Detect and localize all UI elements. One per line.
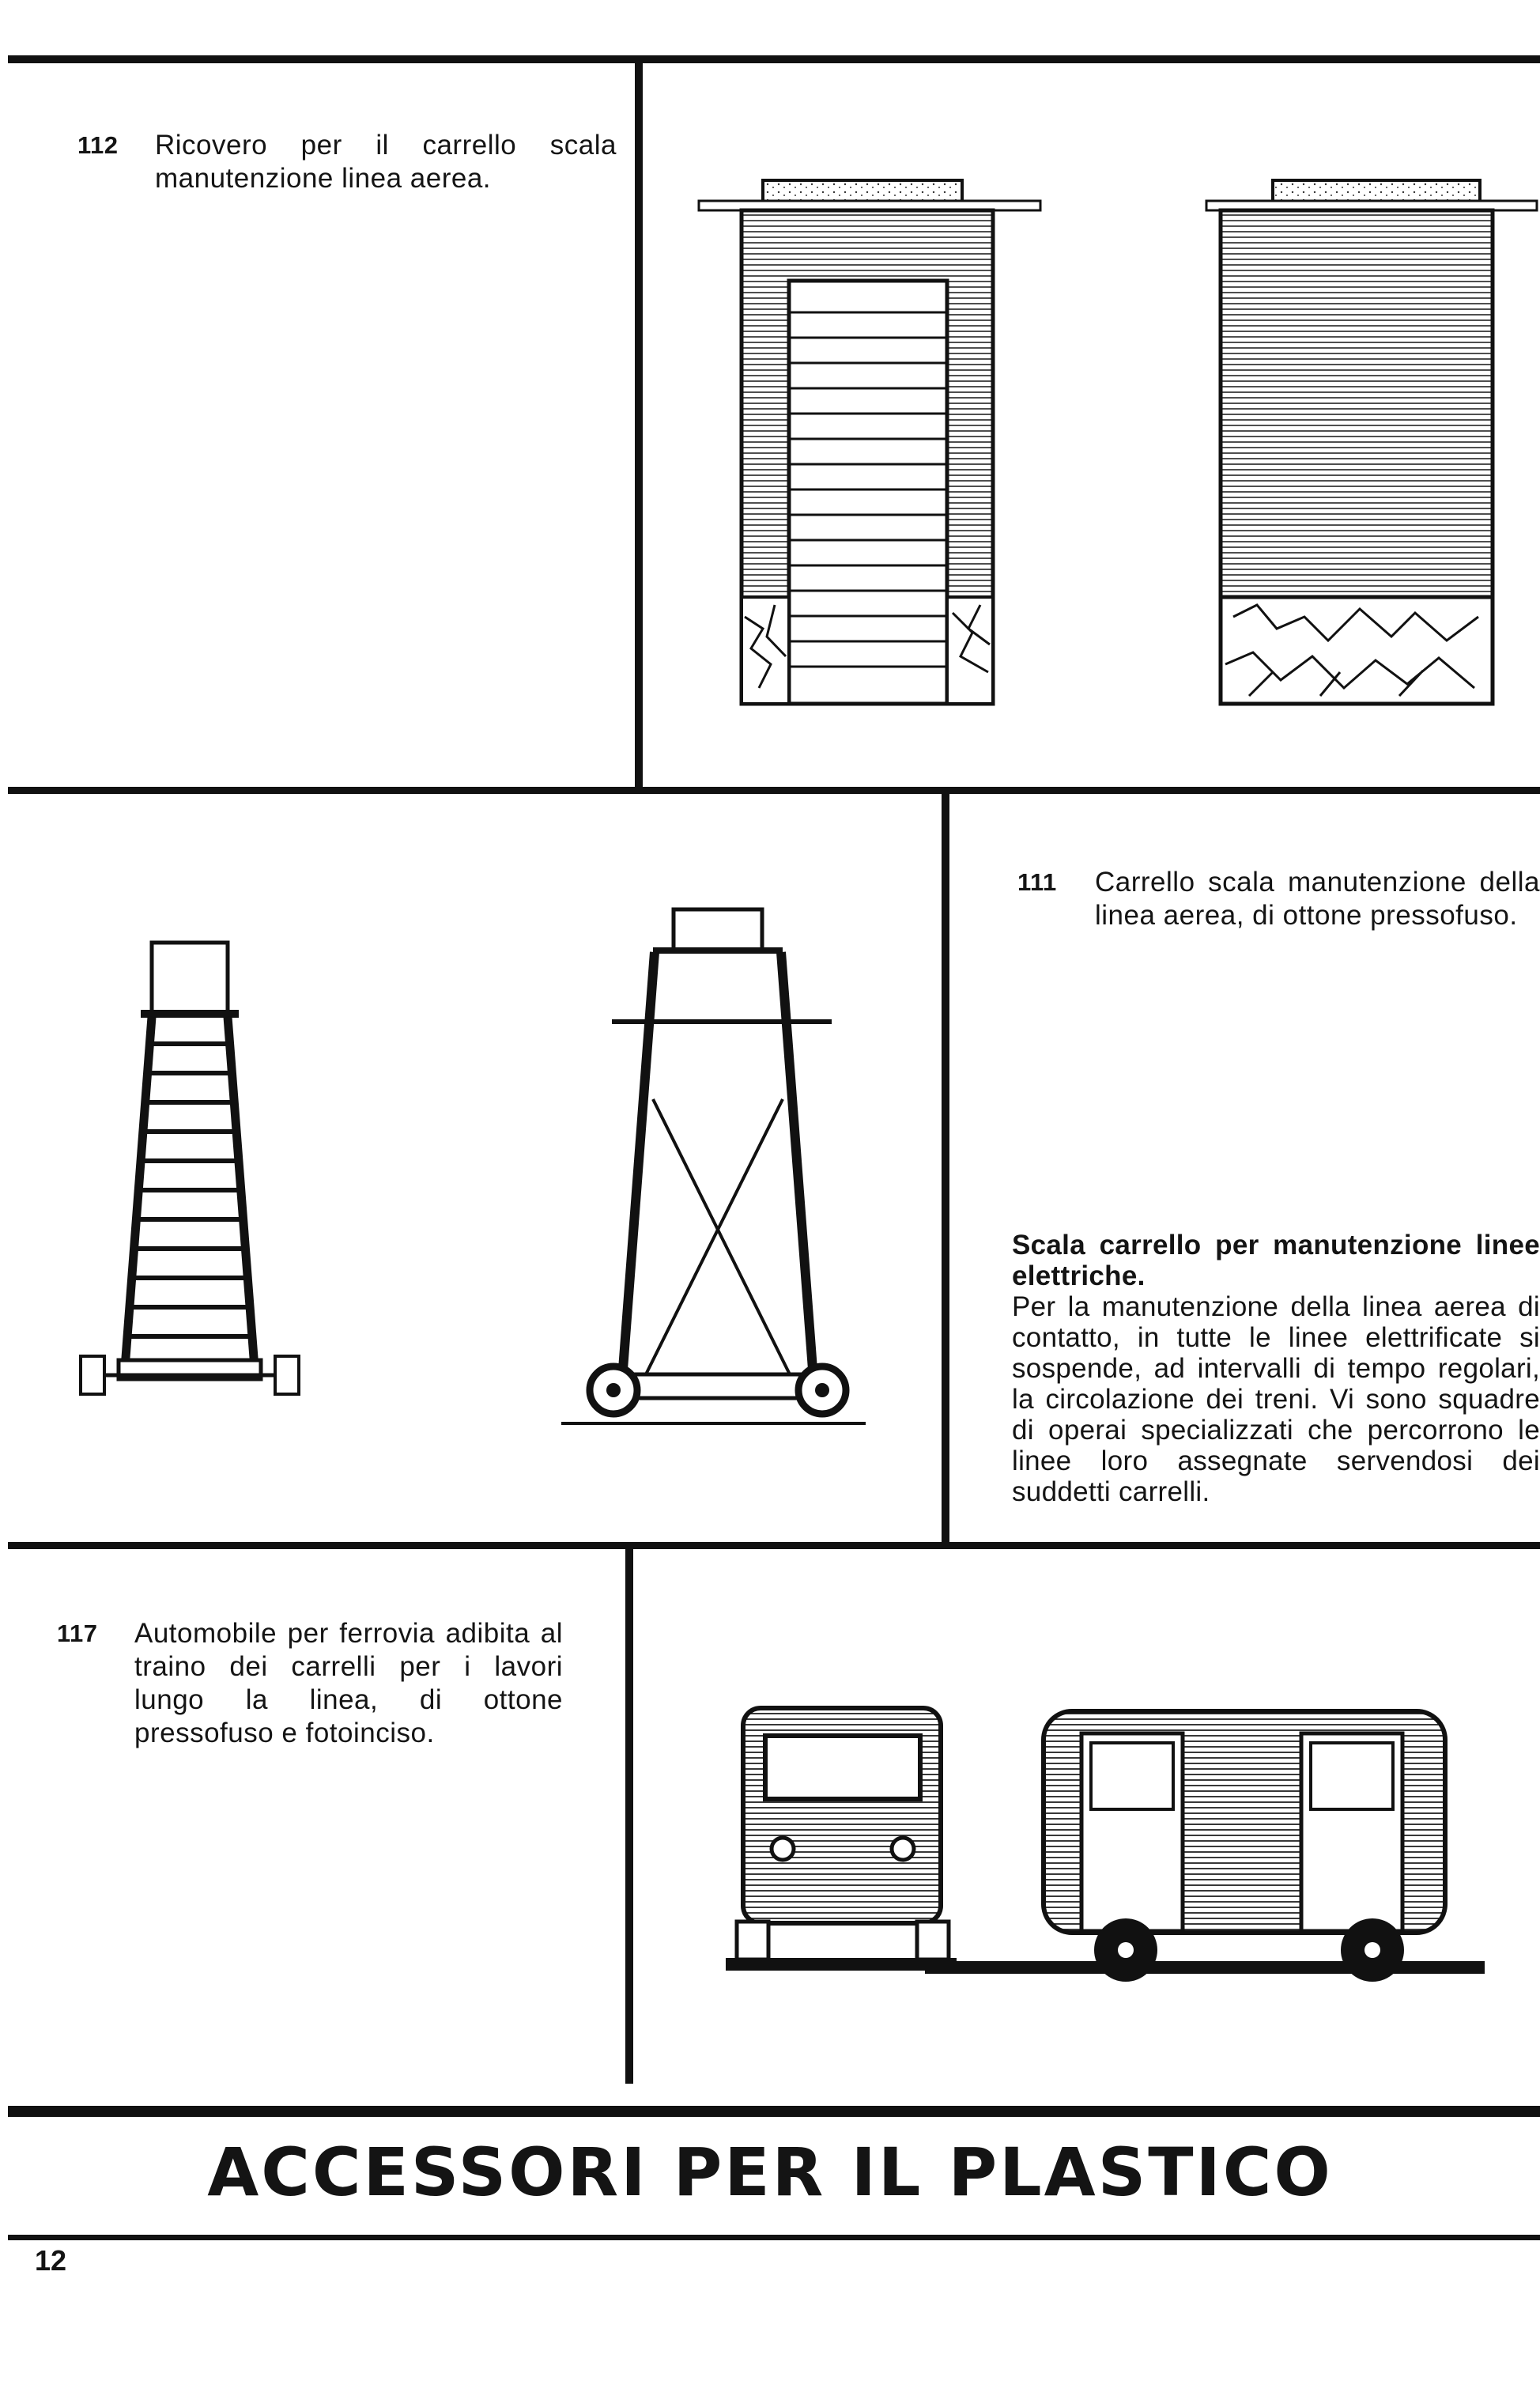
item-description: Carrello scala manutenzione della linea aerea, di ottone pressofuso. xyxy=(1095,867,1540,931)
ladder-front-illustration xyxy=(553,901,870,1455)
caption-111 xyxy=(1017,866,1540,969)
caption-112 xyxy=(77,129,617,200)
sidebar-body: Per la manutenzione della linea aerea di contatto, in tutte le linee elettrificate si sospende, ad intervalli di tempo regolari, la circolazione dei treni. Vi sono squadre di operai specializzati che percorrono le linee loro assegnate servendosi dei suddetti carrelli. xyxy=(1012,1291,1540,1507)
item-number: 111 xyxy=(1017,868,1057,896)
item-number: 112 xyxy=(77,131,119,159)
item-number: 117 xyxy=(57,1620,98,1647)
railcar-front-illustration xyxy=(719,1700,957,1977)
railcar-side-illustration xyxy=(925,1700,1494,1977)
caption-117 xyxy=(57,1617,563,1752)
row1-divider xyxy=(8,787,1540,794)
page-number: 12 xyxy=(35,2244,67,2277)
shed-front-illustration xyxy=(688,174,1051,712)
row1-vertical-divider xyxy=(635,60,643,791)
top-rule xyxy=(8,55,1540,63)
item-description: Ricovero per il carrello scala manutenzione linea aerea. xyxy=(155,130,617,194)
item-description: Automobile per ferrovia adibita al traino dei carrelli per i lavori lungo la linea, di ottone pressofuso e fotoinciso. xyxy=(134,1618,563,1748)
footer-rule-bottom xyxy=(8,2235,1540,2240)
description-sidebar xyxy=(1012,1230,1540,1507)
footer-rule-top xyxy=(8,2106,1540,2117)
row2-vertical-divider xyxy=(942,794,949,1545)
row3-vertical-divider xyxy=(625,1546,633,2084)
sidebar-heading: Scala carrello per manutenzione linee elettriche. xyxy=(1012,1230,1540,1291)
row2-divider xyxy=(8,1542,1540,1549)
ladder-side-illustration xyxy=(63,933,300,1439)
page-title: ACCESSORI PER IL PLASTICO xyxy=(207,2134,1333,2211)
shed-side-illustration xyxy=(1202,174,1540,712)
